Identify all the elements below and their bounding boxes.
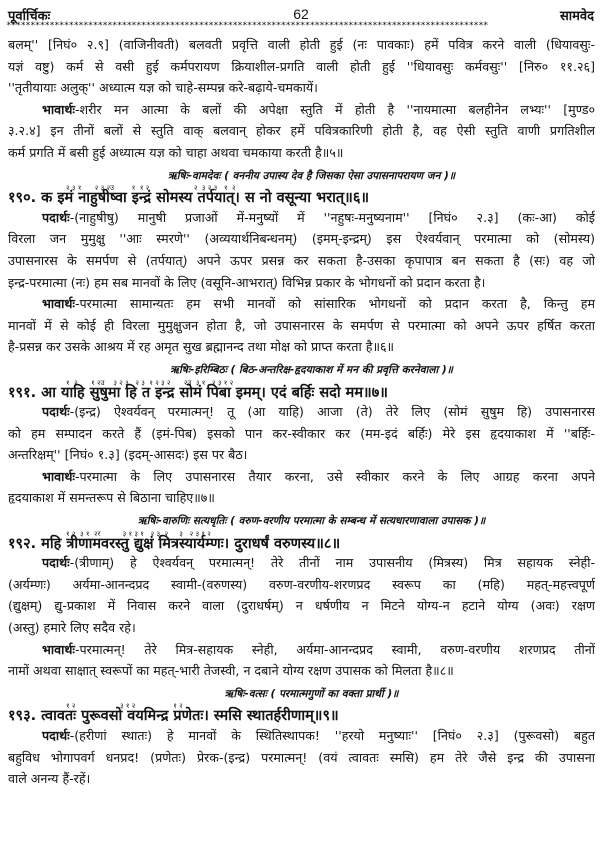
text-line [8, 272, 595, 294]
text-line [8, 142, 595, 164]
paragraph-label: भावार्थः [42, 641, 75, 657]
line-text: ३.२.४] इन तीनों बलों से स्तुति वाक् बलवान् होकर हमें पवित्रकारिणी होती है, वह ऐसी स्तुति वाणी प्रगतिशील [8, 123, 595, 139]
line-text: (द्युक्षम्) द्यु-प्रकाश में निवास करने वाला (दुराधर्षम्) न धर्षणीय न मिटने योग्य-न हटाने योग्य (अवः) रक्षण [8, 598, 595, 614]
text-line [8, 250, 595, 272]
text-line [8, 639, 595, 661]
page-number: 62 [293, 6, 309, 22]
paragraph [8, 34, 595, 99]
text-line [8, 120, 595, 142]
line-text: (अस्तु) हमारे लिए सदैव रहे। [8, 620, 136, 636]
page-body [8, 34, 595, 790]
line-text: -परमात्मा के लिए उपासनारस तैयार करना, उसे स्वीकार करने के लिए आग्रह करना अपने [74, 468, 595, 484]
line-text: उपासनारस के समर्पण से (तर्पयात्) अपने ऊपर प्रसन्न कर सकता है-उसका कृपापात्र बन सकता है (सः) वह जो [8, 252, 595, 268]
line-text: (अर्यम्णः) अर्यमा-आनन्दप्रद स्वामी-(वरुणस्य) वरुण-वरणीय-शरणप्रद स्वरूप का (महि) महत्-महत्त्वपूर्ण [8, 576, 595, 592]
text-line [8, 466, 595, 488]
line-text: बहुविध भोगापवर्ग धनप्रद! (प्रणेतः) प्रेरक-(इन्द्र) परमात्मन्! (वयं त्वावतः स्मसि) हम तेरे जैसे इन्द्र की उपासना [8, 749, 595, 765]
text-line [8, 444, 595, 466]
line-text: -परमात्मा सामान्यतः हम सभी मानवों को सांसारिक भोगधनों को प्रदान करता है, किन्तु हम [74, 296, 595, 312]
verse-text: १९३. त्वावतः पुरूवसो वयमिन्द्र प्रणेतः। स्मसि स्थातर्हरीणाम्॥९॥ [8, 708, 339, 725]
text-line [8, 595, 595, 617]
line-text: है-प्रसन्न कर उसके आश्रय में रह अमृत सुख ब्रह्मानन्द तथा मोक्ष को प्राप्त करता है॥६॥ [8, 339, 395, 355]
text-line [8, 99, 595, 121]
paragraph [8, 639, 595, 682]
line-text: अन्तरिक्षम्'' [निघं० १.३] (इदम्-आसदः) इस पर बैठ। [8, 447, 248, 463]
text-line [8, 56, 595, 78]
paragraph-label: पदार्थः [42, 404, 70, 420]
line-text: -(नाहुषीषु) मानुषी प्रजाओं में-मनुष्यों में ''नहुषः-मनुष्यनाम'' [निघं० २.३] (कः-आ) कोई [69, 209, 595, 225]
paragraph-label: पदार्थः [42, 555, 70, 571]
line-text: वाले अनन्य हैं-रहें। [8, 771, 91, 787]
accent-marks: २ ३ १ २ ३ २उ १ १ २ २ ३ २ ३ १ २ [66, 184, 236, 193]
line-text: -(इन्द्र) ऐश्वर्यवन् परमात्मन्! तू (आ याहि) आजा (ते) तेरे लिए (सोमं सुषुम हि) उपासनारस [69, 404, 595, 420]
asterisk-divider: **************************************************************************************************** [6, 21, 488, 31]
paragraph-label: पदार्थः [42, 209, 70, 225]
verse-line [8, 380, 595, 402]
paragraph [8, 466, 595, 509]
text-line [8, 336, 595, 358]
text-line [8, 207, 595, 229]
section-title: पूर्वार्चिकः [8, 9, 51, 24]
line-text: -(हरीणां स्थातः) हे मानवों के स्थितिस्थापक! ''हरयो मनुष्याः'' [निघं० २.३] (पुरूवसो) बहुत [69, 728, 595, 743]
text-line [8, 293, 595, 315]
line-text: हृदयाकाश में समन्तरूप से बिठाना चाहिए॥७॥ [8, 490, 215, 506]
text-line [8, 747, 595, 769]
rishi-heading: ऋषिः-इरिम्बिठः ( बिठ-अन्तरिक्ष-हृदयाकाश में मन की प्रवृत्ति करनेवाला )॥ [170, 363, 453, 376]
book-title: सामवेद [559, 9, 594, 24]
line-text: को हम सम्पादन करते हैं (इमं-पिब) इसको पान कर-स्वीकार कर (मम-इदं बर्हिः) मेरे इस हृदयाकाश में ''बर्हिः- [8, 425, 595, 441]
text-line [8, 423, 595, 445]
text-line [8, 228, 595, 250]
line-text: यज्ञं वष्टु) कर्म से वसी हुई कर्मपरायण क्रियाशील-प्रगति वाली होती हुई ''धियावसुः कर्मवसुः'' [निरु० ११.२६] [8, 58, 595, 74]
paragraph [8, 552, 595, 638]
line-text: -परमात्मन्! तेरे मित्र-सहायक स्नेही, अर्यमा-आनन्दप्रद स्वामी, वरुण-वरणीय शरणप्रद तीनों [74, 641, 595, 657]
verse-line [8, 703, 595, 725]
paragraph [8, 207, 595, 293]
paragraph-label: पदार्थः [42, 728, 70, 743]
line-text: विरला जन मुमुक्षु ''आः स्मरणे'' (अव्ययार्थनिबन्धनम्) (इमम्-इन्द्रम्) इस ऐश्वर्यवान् परमात्मा को (सोमस्य) [8, 231, 595, 247]
accent-marks: १ २ ३ १ २ १ २ [66, 702, 183, 711]
paragraph [8, 401, 595, 466]
rishi-heading: ऋषिः-वारुणिः सत्यधृतिः ( वरुण-वरणीय परमात्मा के सम्बन्ध में सत्यधारणावाला उपासक )॥ [137, 515, 486, 528]
text-line [8, 725, 595, 747]
text-line [8, 574, 595, 596]
paragraph [8, 99, 595, 164]
verse-line [8, 185, 595, 207]
paragraph-label: भावार्थः [42, 468, 75, 484]
verse-text: १९१. आ याहि सुषुमा हि त इन्द्र सोमं पिबा इमम्। एदं बर्हिः सदो मम॥७॥ [8, 384, 388, 401]
paragraph [8, 725, 595, 790]
text-line [8, 315, 595, 337]
line-text: कर्म प्रगति में बसी हुई अध्यात्म यज्ञ को चाहा अथवा चमकाया करती है॥५॥ [8, 144, 344, 160]
paragraph-label: भावार्थः [42, 296, 75, 312]
text-line [8, 768, 595, 790]
verse-text: १९०. क इमं नाहुषीष्वा इन्द्रं सोमस्य तर्पयात्। स नो वसून्या भरात्॥६॥ [8, 190, 370, 207]
line-text: ''तृतीयायाः अलुक्'' अध्यात्म यज्ञ को चाहे-सम्पन्न करे-बढ़ाये-चमकायें। [8, 80, 318, 96]
text-line [8, 660, 595, 682]
text-line [8, 487, 595, 509]
line-text: -शरीर मन आत्मा के बलों की अपेक्षा स्तुति में होती है ''नायमात्मा बलहीनेन लभ्यः'' [मुण्ड० [74, 101, 595, 117]
line-text: -(त्रीणाम्) हे ऐश्वर्यवन् परमात्मन्! तेरे तीनों नाम उपासनीय (मित्रस्य) मित्र सहायक स्नेही- [69, 555, 595, 571]
text-line [8, 552, 595, 574]
verse-line [8, 531, 595, 553]
rishi-heading: ऋषिः-वामदेवः ( वननीय उपास्य देव है जिसका ऐसा उपासनापरायण जन )॥ [167, 169, 456, 182]
accent-marks: १ २ १ २उ ३ २ ३ २ ३ १ २ ३ २ २उ ३ १ २ ३ १ २ [66, 378, 234, 387]
paragraph-label: भावार्थः [42, 101, 75, 117]
accent-marks: १ २ ३ १ २र ३ १ ३ १ २ ३ २ ३ २ ३ १ २ [66, 529, 211, 538]
text-line [8, 401, 595, 423]
paragraph [8, 293, 595, 358]
line-text: नामों अथवा साक्षात् स्वरूपों का महत्-भारी तेजस्वी, न दबाने योग्य रक्षण उपासक को मिलता है॥८॥ [8, 663, 454, 679]
line-text: मानवों में से कोई ही विरला मुमुक्षुजन होता है, जो उपासनारस के समर्पण से परमात्मा को अपने ऊपर हर्षित करता [8, 317, 595, 333]
rishi-heading: ऋषिः-वत्सः ( परमात्मगुणों का वक्ता प्रार्थी )॥ [224, 687, 399, 700]
text-line [8, 617, 595, 639]
line-text: इन्द्र-परमात्मा (नः) हम सब मानवों के लिए (वसूनि-आभरात्) विभिन्न प्रकार के भोगधनों को प्रदान करता है। [8, 274, 486, 290]
verse-text: १९२. महि त्रीणामवरस्तु द्युक्षं मित्रस्यार्यम्णः। दुराधर्षं वरुणस्य॥८॥ [8, 535, 341, 552]
text-line [8, 34, 595, 56]
text-line [8, 77, 595, 99]
line-text: बलम्'' [निघं० २.९] (वाजिनीवती) बलवती प्रवृत्ति वाली होती हुई (नः पावकाः) हमें पवित्र करने वाली (धियावसुः- [8, 37, 595, 52]
